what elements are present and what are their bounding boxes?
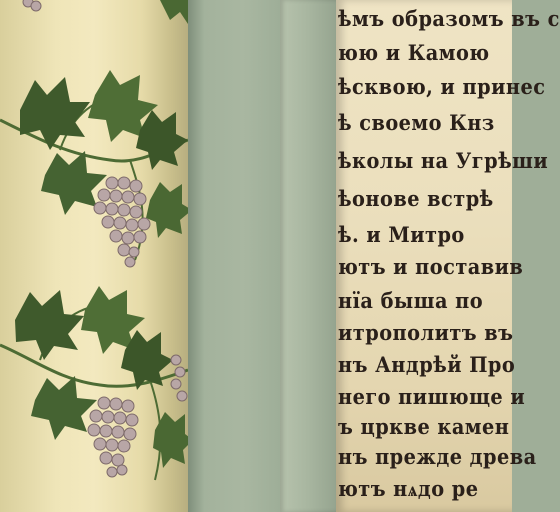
manuscript-line: него пишюще и bbox=[338, 384, 526, 409]
manuscript-panel bbox=[336, 0, 560, 512]
grape-cluster bbox=[94, 177, 150, 267]
manuscript-line: ѣколы на Угрѣши bbox=[338, 148, 549, 173]
lower-grapevine bbox=[0, 286, 193, 480]
painted-column bbox=[0, 0, 188, 512]
manuscript-line: нъ Андрѣй Про bbox=[338, 352, 516, 377]
vine-leaf bbox=[15, 290, 84, 360]
vine-leaf bbox=[160, 0, 188, 24]
manuscript-line: ютъ нѧдо ре bbox=[338, 476, 479, 501]
manuscript-line: ѣонове встрѣ bbox=[338, 186, 494, 211]
green-wall-left bbox=[188, 0, 280, 512]
upper-grapevine bbox=[0, 70, 192, 267]
manuscript-line: ѣ. и Митро bbox=[338, 222, 465, 247]
vine-leaf bbox=[146, 182, 192, 238]
vine-leaf bbox=[31, 376, 97, 440]
grape-cluster bbox=[88, 397, 138, 477]
grapevine-painting bbox=[0, 0, 188, 512]
manuscript-line: нъ прежде древа bbox=[338, 444, 537, 469]
manuscript-line: ѣмъ образомъ въ с bbox=[338, 6, 560, 31]
manuscript-line: итрополитъ въ bbox=[338, 320, 514, 345]
vine-leaf bbox=[136, 110, 188, 170]
grape-cluster bbox=[171, 355, 187, 401]
manuscript-line: ъ цркве камен bbox=[338, 414, 510, 439]
vine-leaf bbox=[20, 77, 90, 150]
manuscript-line: ѣсквою, и принес bbox=[338, 74, 546, 99]
manuscript-line: юю и Камою bbox=[338, 40, 490, 65]
manuscript-line: ютъ и поставив bbox=[338, 254, 524, 279]
green-wall-right bbox=[280, 0, 336, 512]
grape-cluster bbox=[23, 0, 41, 11]
manuscript-line: нїа быша по bbox=[338, 288, 484, 313]
manuscript-line: ѣ своемо Кнз bbox=[338, 110, 495, 135]
